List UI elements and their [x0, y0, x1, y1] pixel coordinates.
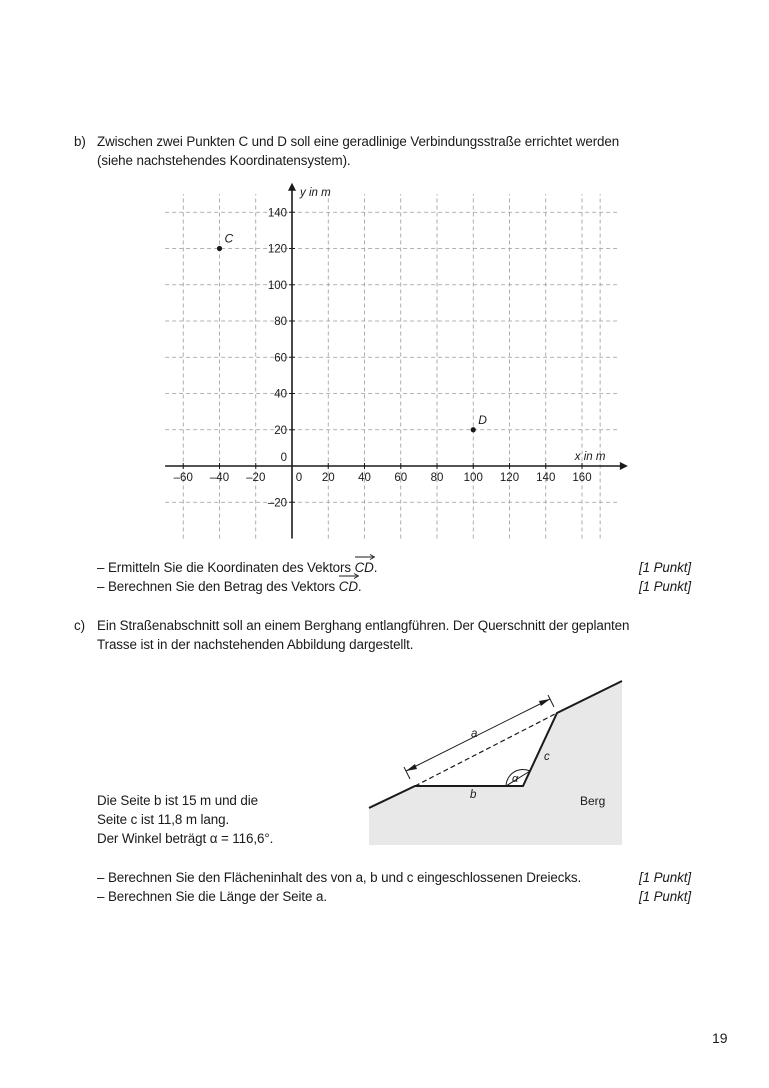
task-b1-points: [1 Punkt]	[639, 560, 691, 575]
given-line1: Die Seite b ist 15 m und die	[97, 793, 258, 808]
vector-name: CD	[338, 579, 358, 594]
y-tick-label: 40	[274, 388, 287, 401]
point-d	[471, 427, 476, 432]
task-c2-points: [1 Punkt]	[639, 889, 691, 904]
label-berg: Berg	[580, 794, 606, 808]
dimension-tick	[548, 695, 554, 707]
y-tick-label: 100	[267, 279, 287, 292]
mountain-area	[369, 681, 622, 845]
y-tick-label: 20	[274, 424, 287, 437]
task-b2	[97, 578, 362, 596]
x-tick-label: 0	[295, 472, 303, 484]
x-tick-label: –40	[209, 472, 230, 484]
part-c-label: c)	[74, 618, 85, 633]
page-number: 19	[712, 1030, 728, 1046]
part-b-intro-line2: (siehe nachstehendes Koordinatensystem).	[97, 153, 351, 168]
y-tick-label: 120	[267, 243, 287, 256]
x-tick-label: 160	[572, 472, 592, 484]
chart-grid	[165, 194, 618, 538]
x-axis-arrow-icon	[620, 462, 628, 470]
vector-arrow-icon	[355, 554, 375, 560]
task-b1-suffix: .	[373, 560, 378, 575]
dimension-arrowhead	[406, 764, 417, 771]
task-c1-points: [1 Punkt]	[639, 870, 691, 885]
task-b2-suffix: .	[357, 579, 362, 594]
task-b2-text: – Berechnen Sie den Betrag des Vektors	[97, 579, 339, 594]
task-b2-points: [1 Punkt]	[639, 579, 691, 594]
chart-tick-labels	[174, 207, 592, 509]
chart-axes	[165, 183, 628, 539]
x-tick-label: 40	[358, 472, 371, 484]
y-tick-label: 140	[267, 207, 287, 220]
x-tick-label: –20	[246, 472, 266, 484]
y-axis-label: y in m	[300, 186, 331, 199]
y-tick-label: 60	[274, 352, 287, 365]
x-axis-label: x in m	[574, 451, 606, 463]
label-a: a	[471, 728, 478, 740]
part-c-intro-line2: Trasse ist in der nachstehenden Abbildung dargestellt.	[97, 637, 414, 652]
vector-cd	[339, 578, 358, 596]
task-c2: – Berechnen Sie die Länge der Seite a.	[97, 889, 327, 904]
point-c	[217, 246, 222, 251]
vector-arrow-icon	[339, 573, 359, 579]
part-b-intro-line1: Zwischen zwei Punkten C und D soll eine geradlinige Verbindungsstraße errichtet werden	[97, 134, 620, 149]
label-alpha: α	[512, 773, 519, 785]
task-b1	[97, 559, 377, 577]
point-label-c: C	[224, 231, 234, 246]
label-c: c	[544, 751, 550, 763]
x-tick-label: 100	[463, 472, 483, 484]
x-tick-label: 140	[536, 472, 556, 484]
coordinate-system-chart	[150, 175, 640, 545]
part-c-intro-line1: Ein Straßenabschnitt soll an einem Berghang entlangführen. Der Querschnitt der geplanten	[97, 618, 630, 633]
y-tick-label: 80	[274, 316, 287, 328]
point-label-d: D	[478, 412, 487, 427]
slope-cross-section-diagram	[360, 675, 630, 850]
x-tick-label: 20	[321, 472, 335, 484]
x-tick-label: 120	[499, 472, 520, 484]
label-b: b	[470, 789, 477, 801]
x-tick-label: 80	[430, 472, 444, 484]
x-tick-label: 60	[394, 472, 408, 484]
vector-name: CD	[354, 560, 374, 575]
dimension-line-a	[406, 699, 550, 771]
task-b1-text: – Ermitteln Sie die Koordinaten des Vektors	[97, 560, 355, 575]
dimension-arrowhead	[539, 699, 550, 706]
given-line3: Der Winkel beträgt α = 116,6°.	[97, 831, 274, 846]
x-tick-label: –60	[173, 472, 193, 484]
part-b-label: b)	[74, 134, 86, 149]
given-line2: Seite c ist 11,8 m lang.	[97, 812, 230, 827]
y-tick-label: 0	[280, 452, 287, 464]
chart-points	[217, 232, 487, 433]
y-axis-arrow-icon	[288, 183, 296, 191]
y-tick-label: –20	[267, 497, 287, 510]
task-c1: – Berechnen Sie den Flächeninhalt des von a, b und c eingeschlossenen Dreiecks.	[97, 870, 582, 885]
